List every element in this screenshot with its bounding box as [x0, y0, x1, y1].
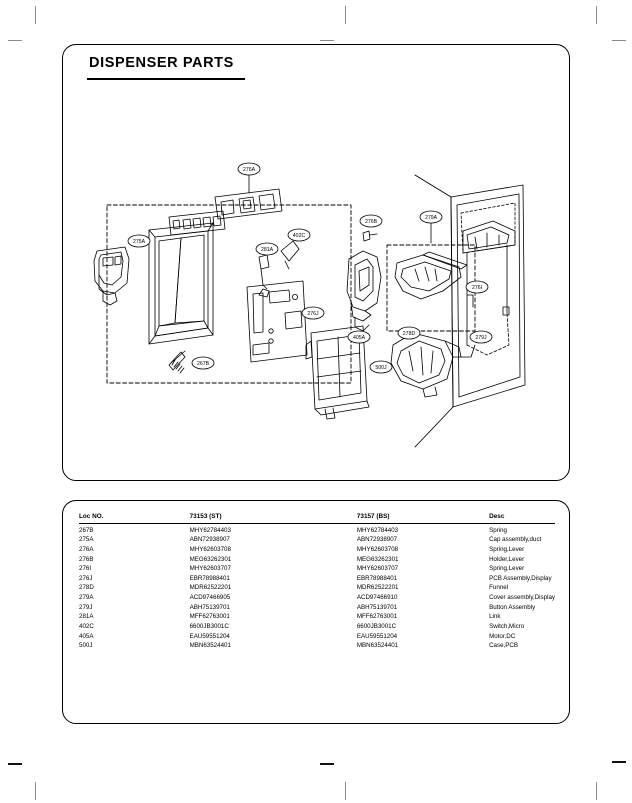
part-loc-number: 276A [79, 545, 94, 553]
part-description: Holder,Lever [489, 555, 525, 563]
exploded-parts-diagram [63, 45, 571, 482]
crop-mark-top-left [35, 6, 36, 24]
table-row [79, 563, 555, 573]
table-row [79, 572, 555, 582]
svg-text:279A: 279A [424, 215, 438, 222]
table-row [79, 630, 555, 640]
part-number-st: MHY62603708 [189, 545, 231, 553]
part-number-st: MHY62603707 [189, 565, 231, 573]
part-loc-number: 402C [79, 623, 94, 631]
part-loc-number: 276B [79, 555, 94, 563]
part-description: Cap assembly,duct [489, 536, 542, 544]
part-number-bs: ABN72938907 [356, 536, 398, 544]
part-description: Case,PCB [489, 642, 518, 650]
callout-267B [192, 357, 214, 369]
part-number-st: ABH75139701 [189, 603, 230, 611]
svg-text:279J: 279J [475, 335, 487, 342]
svg-text:275A: 275A [132, 239, 146, 246]
crop-mark-bottom-right [596, 782, 597, 800]
part-loc-number: 275A [79, 536, 94, 544]
part-number-bs: ABH75139701 [356, 603, 398, 611]
crop-mark-top-center [345, 6, 346, 24]
part-number-st: MEG63262301 [189, 555, 232, 563]
parts-table [79, 513, 555, 649]
part-loc-number: 279A [79, 594, 94, 602]
part-number-st: EAU59551204 [189, 632, 230, 640]
svg-text:278D: 278D [402, 331, 416, 338]
svg-text:276A: 276A [242, 167, 256, 174]
part-number-bs: MFF62763001 [356, 613, 398, 621]
part-number-bs: MBN63524401 [356, 642, 399, 650]
callout-275A [128, 235, 150, 247]
part-number-bs: MHY62784403 [356, 526, 399, 534]
crop-mark-center-top [320, 40, 334, 41]
column-header-model-bs: 73157 (BS) [357, 513, 489, 524]
part-number-st: MDR62522201 [189, 584, 232, 592]
part-number-bs: MHY62603708 [356, 545, 399, 553]
part-description: Funnel [489, 584, 509, 592]
part-description: Spring,Lever [489, 565, 525, 573]
part-number-bs: MHY62603707 [356, 565, 399, 573]
part-description: Button Assembly [489, 603, 536, 611]
table-row [79, 524, 555, 534]
part-description: Cover assembly,Display [489, 594, 555, 602]
svg-text:405A: 405A [352, 335, 366, 342]
svg-text:402C: 402C [292, 233, 306, 240]
table-row [79, 611, 555, 621]
crop-mark-bottom-center [345, 782, 346, 800]
part-description: Switch,Micro [489, 623, 525, 631]
crop-mark-right-top [612, 40, 626, 41]
column-header-model-st: 73153 (ST) [190, 513, 357, 524]
part-number-st: ACD97466905 [189, 594, 231, 602]
svg-text:500J: 500J [375, 365, 387, 372]
callout-279A [420, 211, 442, 223]
part-number-st: MBN63524401 [189, 642, 231, 650]
callout-281A [256, 243, 278, 255]
part-number-bs: 6600JB3001C [356, 623, 397, 631]
table-row [79, 620, 555, 630]
part-loc-number: 281A [79, 613, 94, 621]
parts-table-panel [62, 500, 570, 724]
table-row [79, 591, 555, 601]
callout-405A [348, 331, 370, 343]
svg-text:281A: 281A [260, 247, 274, 254]
table-row [79, 601, 555, 611]
crop-mark-left-top [8, 40, 22, 41]
crop-mark-bottom-left [35, 782, 36, 800]
crop-mark-top-right [596, 6, 597, 24]
part-number-st: EBR78988401 [189, 574, 230, 582]
diagram-panel [62, 44, 570, 481]
svg-text:267B: 267B [196, 361, 210, 368]
crop-mark-right-bottom [612, 761, 626, 763]
svg-text:276B: 276B [364, 219, 378, 226]
svg-text:276I: 276I [471, 285, 483, 292]
part-loc-number: 405A [79, 632, 94, 640]
part-number-bs: EAU59551204 [356, 632, 398, 640]
table-row [79, 553, 555, 563]
table-header-row [79, 513, 555, 524]
callout-276A [238, 163, 260, 175]
part-number-bs: EBR78988401 [356, 574, 398, 582]
callout-402C [288, 229, 310, 241]
crop-mark-left-bottom [8, 763, 22, 765]
part-description: Link [489, 613, 501, 621]
part-number-st: MHY62784403 [189, 526, 231, 534]
parts-table-body [79, 524, 555, 650]
column-header-loc: Loc NO. [79, 513, 190, 524]
callout-276J [302, 307, 324, 319]
part-number-bs: MDR62522201 [356, 584, 399, 592]
callout-500J [370, 361, 392, 373]
table-row [79, 534, 555, 544]
callout-278D [398, 327, 420, 339]
part-loc-number: 267B [79, 526, 94, 534]
column-header-desc: Desc [489, 513, 555, 524]
svg-text:276J: 276J [307, 311, 319, 318]
part-loc-number: 500J [79, 642, 93, 650]
callout-276B [360, 215, 382, 227]
part-loc-number: 276J [79, 574, 93, 582]
part-number-st: MFF62763001 [189, 613, 230, 621]
part-description: Motor,DC [489, 632, 516, 640]
crop-mark-center-bottom [320, 763, 334, 765]
table-row [79, 640, 555, 650]
part-loc-number: 278D [79, 584, 94, 592]
callout-276I [466, 281, 488, 293]
page-title: DISPENSER PARTS [89, 55, 234, 71]
part-loc-number: 276I [79, 565, 92, 573]
part-number-st: ABN72938907 [189, 536, 230, 544]
table-row [79, 582, 555, 592]
part-description: PCB Assembly,Display [489, 574, 552, 582]
part-description: Spring [489, 526, 507, 534]
callout-279J [470, 331, 492, 343]
part-number-bs: ACD97466910 [356, 594, 398, 602]
part-loc-number: 279J [79, 603, 93, 611]
part-number-st: 6600JB3001C [189, 623, 229, 631]
part-number-bs: MEG63262301 [356, 555, 399, 563]
table-row [79, 543, 555, 553]
part-description: Spring,Lever [489, 545, 525, 553]
